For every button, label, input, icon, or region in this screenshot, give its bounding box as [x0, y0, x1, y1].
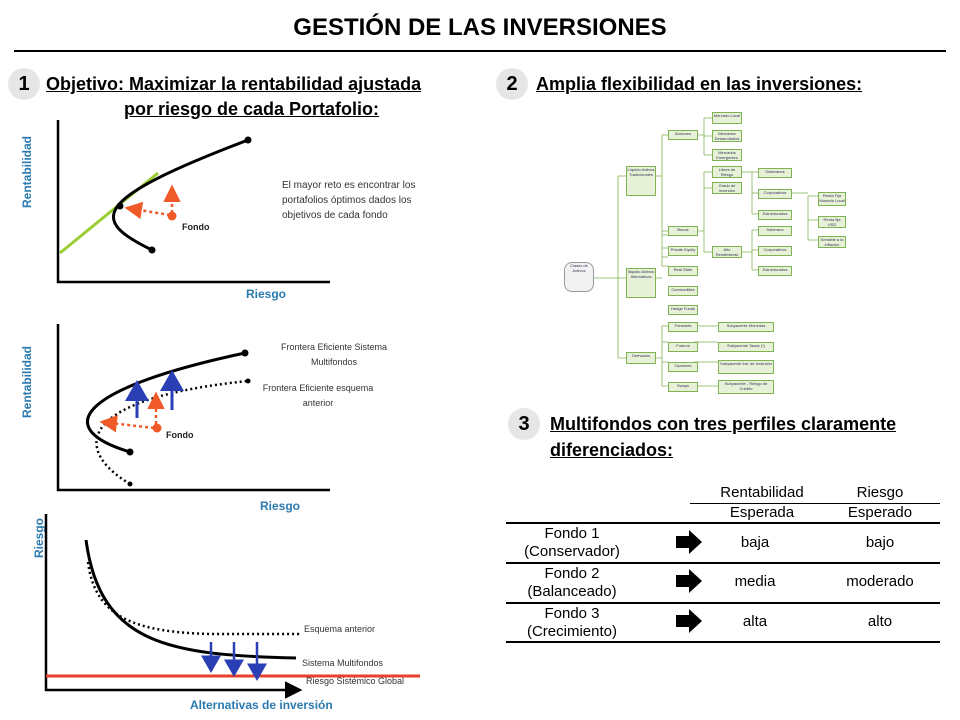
chart2-ylabel: Rentabilidad	[20, 345, 34, 418]
tree-node: Subyacente Índ. de Inversión	[718, 360, 774, 374]
table-cell-rentabilidad: baja	[740, 534, 770, 551]
table-cell-rentabilidad: alta	[742, 613, 768, 630]
arrow-right-icon	[676, 530, 702, 554]
table-rule	[506, 522, 940, 524]
chart2-old-start-dot	[128, 482, 133, 487]
section-1-heading-line2: por riesgo de cada Portafolio:	[124, 99, 380, 119]
chart2-new-end-dot	[242, 350, 249, 357]
chart2-legend-new: Frontera Eficiente Sistema Multifondos	[280, 342, 388, 367]
chart2-xlabel: Riesgo	[260, 499, 301, 513]
tree-node: Subyacente - Riesgo de Crédito	[718, 380, 774, 394]
chart3-legend-new: Sistema Multifondos	[302, 658, 384, 668]
table-row-label	[506, 565, 638, 601]
tree-node: Acciones	[668, 130, 698, 140]
tree-node: Estructurados	[758, 210, 792, 220]
section-3-badge: 3	[508, 408, 540, 440]
tree-node: Soberanos	[758, 168, 792, 178]
tree-node: Subyacente Tasas (*)	[718, 342, 774, 352]
chart3-new-curve	[86, 540, 296, 658]
tree-node: Alto Rendimiento	[712, 246, 742, 258]
tree-node: Líquido Activos Tradicionales	[626, 166, 656, 196]
section-1-heading-line1: Objetivo: Maximizar la rentabilidad ajustada	[46, 74, 422, 94]
header-line: Esperado	[847, 504, 913, 521]
chart2-fondo-label: Fondo	[166, 430, 194, 440]
asset-tree-lines	[556, 110, 856, 400]
chart3-old-curve	[88, 562, 300, 634]
tree-node: Corporativos	[758, 189, 792, 199]
chart2-old-end-dot	[246, 379, 251, 384]
chart2-new-start-dot	[127, 449, 134, 456]
tree-node: Forwards	[668, 322, 698, 332]
table-cell-riesgo: alto	[867, 613, 893, 630]
chart3-graphic	[30, 510, 450, 700]
section-1-badge: 1	[8, 68, 40, 100]
tree-node: Real State	[668, 266, 698, 276]
row-label-line: (Conservador)	[524, 543, 620, 560]
section-2-heading: Amplia flexibilidad en las inversiones:	[536, 74, 863, 94]
chart3-xlabel: Alternativas de inversión	[190, 698, 333, 712]
header-line: Riesgo	[856, 484, 904, 501]
chart1-note: El mayor reto es encontrar los portafolios óptimos dados los objetivos de cada fondo	[282, 180, 416, 221]
table-cell-riesgo: moderado	[846, 573, 914, 590]
title-rule	[14, 50, 946, 52]
table-rule	[506, 602, 940, 604]
table-cell-riesgo: bajo	[865, 534, 895, 551]
chart1-fondo-label: Fondo	[182, 222, 210, 232]
tree-node: Renta Fija Moneda Local	[818, 192, 846, 206]
tree-node: Derivados	[626, 352, 656, 364]
arrow-right-icon	[676, 609, 702, 633]
table-header-underline	[690, 503, 940, 504]
table-cell-rentabilidad: media	[734, 573, 776, 590]
header-line: Esperada	[729, 504, 795, 521]
chart3-legend-old: Esquema anterior	[304, 624, 376, 634]
tree-node: Bonos	[668, 226, 698, 236]
row-label-line: Fondo 3	[544, 605, 600, 622]
chart1-xlabel: Riesgo	[246, 287, 287, 301]
tree-node: Private Equity	[668, 246, 698, 256]
chart1-ylabel: Rentabilidad	[20, 135, 34, 208]
tree-node: Grado de Inversión	[712, 182, 742, 194]
table-row-label	[506, 605, 638, 641]
chart2-legend-old: Frontera Eficiente esquema anterior	[262, 383, 374, 408]
tree-node: Iliquido Activos Alternativos	[626, 268, 656, 298]
tree-node: Libres de Riesgo	[712, 166, 742, 178]
chart2-arrow-left	[102, 422, 154, 428]
section-2-badge: 2	[496, 68, 528, 100]
tree-node: Estructurados	[758, 266, 792, 276]
tree-node: Corporativos	[758, 246, 792, 256]
chart3-ylabel: Riesgo	[32, 517, 46, 558]
chart2-fondo-point	[153, 424, 162, 433]
tree-node-root: Clases de Activos	[564, 262, 594, 292]
chart3-legend-systemic: Riesgo Sistémico Global	[306, 676, 405, 686]
tree-node: Commodities	[668, 286, 698, 296]
tree-node: Mercados Emergentes	[712, 149, 742, 161]
tree-node: Mercado Local	[712, 112, 742, 124]
arrow-right-icon	[676, 569, 702, 593]
tree-node: Opciones	[668, 362, 698, 372]
chart1-tangent-point	[117, 203, 124, 210]
tree-node: Renta fija USD	[818, 216, 846, 228]
table-rule	[506, 641, 940, 643]
row-label-line: (Crecimiento)	[526, 623, 617, 640]
page-title: GESTIÓN DE LAS INVERSIONES	[293, 14, 667, 41]
tree-node: Mercados Desarrollados	[712, 130, 742, 142]
chart3-axes	[46, 514, 300, 690]
tree-node: Soberano	[758, 226, 792, 236]
tree-node: Swaps	[668, 382, 698, 392]
row-label-line: (Balanceado)	[527, 583, 617, 600]
row-label-line: Fondo 2	[544, 565, 600, 582]
chart1-curve-start-dot	[149, 247, 156, 254]
row-label-line: Fondo 1	[544, 525, 600, 542]
table-row-label	[506, 525, 638, 561]
table-rule	[506, 562, 940, 564]
tree-node: Subyacente Monedas	[718, 322, 774, 332]
tree-node: Sensible a la inflación	[818, 236, 846, 248]
chart1-arrow-left	[127, 208, 170, 215]
header-line: Rentabilidad	[720, 484, 804, 501]
chart1-frontier-curve	[113, 140, 248, 250]
chart1-fondo-point	[168, 212, 177, 221]
chart1-curve-end-dot	[245, 137, 252, 144]
tree-node: Hedge Funds	[668, 305, 698, 315]
tree-node: Futuros	[668, 342, 698, 352]
section-3-heading-line1: Multifondos con tres perfiles claramente	[550, 414, 897, 434]
section-3-heading-line2: diferenciados:	[550, 440, 674, 460]
